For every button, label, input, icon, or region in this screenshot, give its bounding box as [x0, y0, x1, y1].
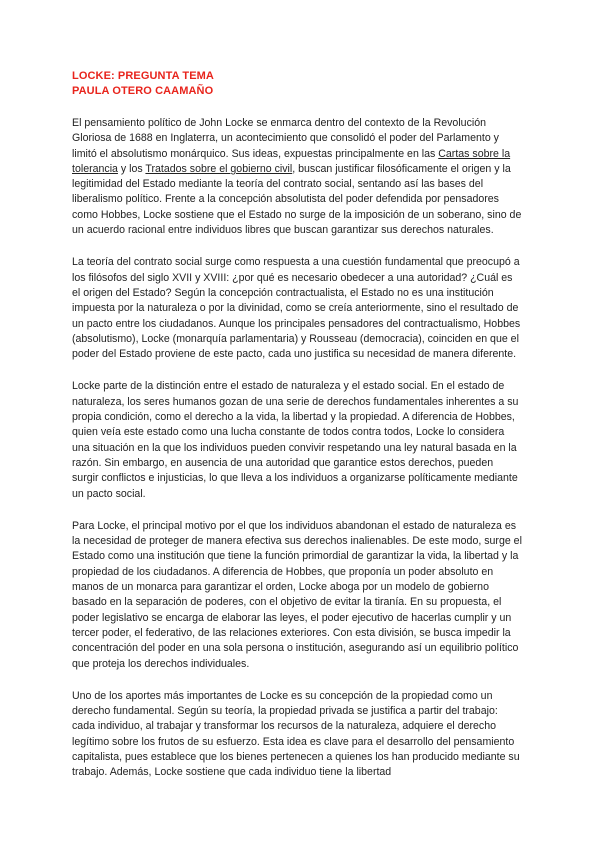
paragraph-3: Locke parte de la distinción entre el estado de naturaleza y el estado social. En el estado de naturaleza, los seres humanos gozan de una serie de derechos fundamentales inherentes a su propia condición, como el derecho a la vida, la libertad y la propiedad. A diferencia de Hobbes, quien veía este estado como una lucha constante de todos contra todos, Locke lo considera una situación en la que los individuos pueden convivir respetando una ley natural basada en la razón. Sin embargo, en ausencia de una autoridad que garantice estos derechos, pueden surgir conflictos e injusticias, lo que lleva a los individuos a organizarse políticamente mediante un pacto social. [72, 380, 519, 500]
paragraph-1-text-b: y los [117, 162, 146, 175]
paragraph-5: Uno de los aportes más importantes de Locke es su concepción de la propiedad como un derecho fundamental. Según su teoría, la propiedad privada se justifica a partir del trabajo: cada individuo, al trabajar y transformar los recursos de la naturaleza, adquiere el derecho legítimo sobre los frutos de su esfuerzo. Esta idea es clave para el desarrollo del pensamiento capitalista, pues establece que los bienes pertenecen a quienes los han producido mediante su trabajo. Además, Locke sostiene que cada individuo tiene la libertad [72, 689, 520, 779]
title-block [72, 69, 522, 99]
book-title-tratados: Tratados sobre el gobierno civil [145, 162, 293, 175]
paragraph-1-text-a: El pensamiento político de John Locke se enmarca dentro del contexto de la Revolución Gloriosa de 1688 en Inglaterra, un acontecimiento que consolidó el poder del Parlamento y limitó el absolutismo monárquico. Sus ideas, expuestas principalmente en las [72, 117, 499, 160]
book-title-cartas: Cartas sobre la tolerancia [72, 147, 511, 175]
paragraph-1-text-c: , buscan justificar filosóficamente el origen y la legitimidad del Estado mediante la teoría del contrato social, sentando así las bases del liberalismo político. Frente a la concepción absolutista del poder defendida por pensadores como Hobbes, Locke sostiene que el Estado no surge de la imposición de un soberano, sino de un acuerdo racional entre individuos libres que buscan garantizar sus derechos naturales. [72, 162, 522, 237]
paragraph-4: Para Locke, el principal motivo por el que los individuos abandonan el estado de naturaleza es la necesidad de proteger de manera efectiva sus derechos inalienables. De este modo, surge el Estado como una institución que tiene la función primordial de garantizar la vida, la libertad y la propiedad de los ciudadanos. A diferencia de Hobbes, que proponía un poder absoluto en manos de un monarca para garantizar el orden, Locke aboga por un modelo de gobierno basado en la separación de poderes, con el objetivo de evitar la tiranía. En su propuesta, el poder legislativo se encarga de elaborar las leyes, el poder ejecutivo de hacerlas cumplir y un tercer poder, el federativo, de las relaciones exteriores. Con esta división, se busca impedir la concentración del poder en una sola persona o institución, asegurando así un equilibrio político que proteja los derechos individuales. [72, 519, 522, 670]
document-author: PAULA OTERO CAAMAÑO [72, 85, 214, 97]
paragraph-2: La teoría del contrato social surge como respuesta a una cuestión fundamental que preocupó a los filósofos del siglo XVII y XVIII: ¿por qué es necesario obedecer a una autoridad? ¿Cuál es el origen del Estado? Según la concepción contractualista, el Estado no es una institución impuesta por la naturaleza o por la divinidad, como se creía anteriormente, sino el resultado de un pacto entre los ciudadanos. Aunque los principales pensadores del contractualismo, Hobbes (absolutismo), Locke (monarquía parlamentaria) y Rousseau (democracia), coinciden en que el poder del Estado proviene de este pacto, cada uno justifica su necesidad de manera diferente. [72, 256, 521, 361]
paragraph-1 [72, 116, 522, 238]
document-title: LOCKE: PREGUNTA TEMA [72, 70, 214, 82]
document-page [72, 69, 522, 798]
